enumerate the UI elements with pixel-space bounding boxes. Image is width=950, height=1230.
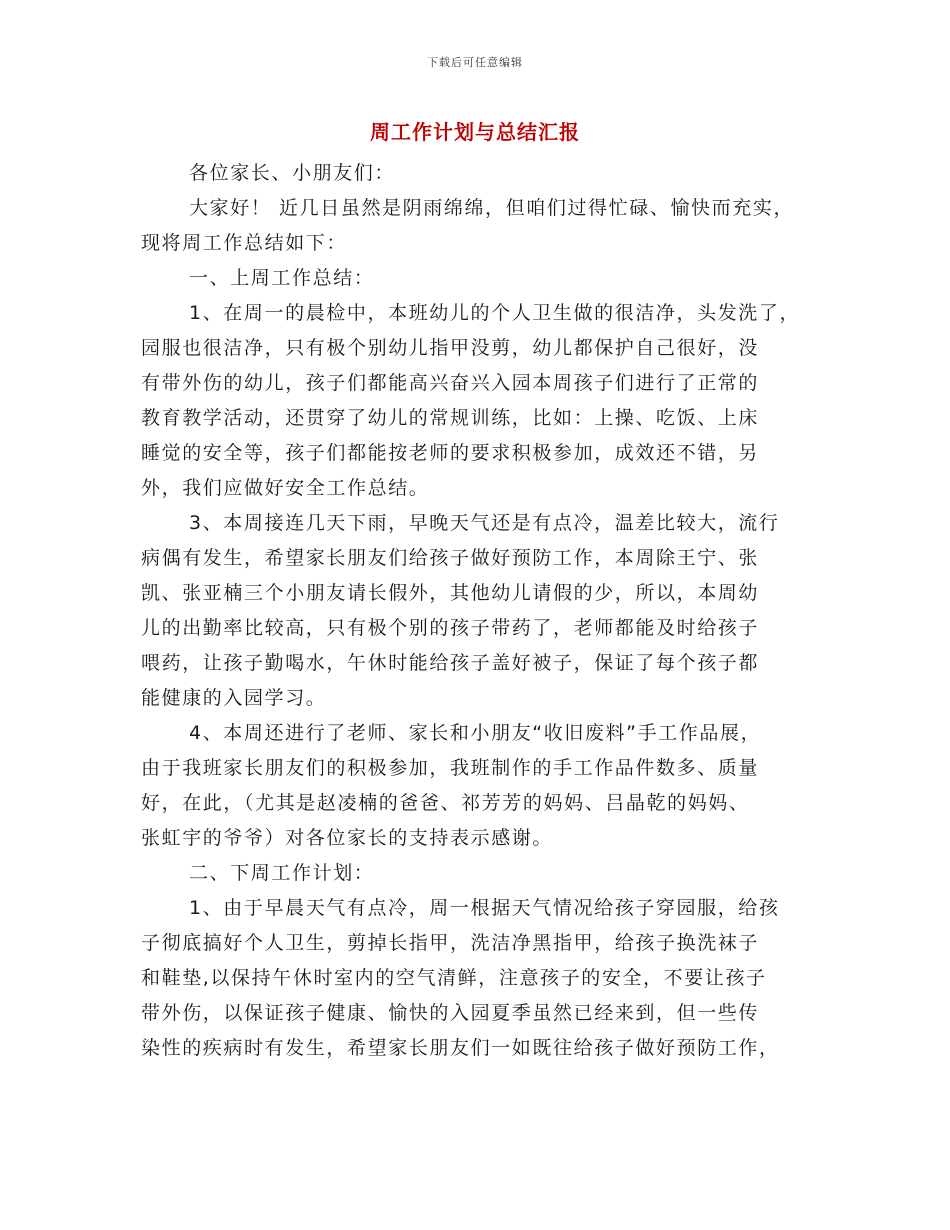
text-line: 各位家长、小朋友们：: [189, 162, 396, 184]
text-line: 一、上周工作总结：: [189, 267, 375, 289]
text-line: 喂药，让孩子勤喝水，午休时能给孩子盖好被子，保证了每个孩子都: [141, 652, 760, 674]
text-line: 4、本周还进行了老师、家长和小朋友“收旧废料”手工作品展，: [189, 722, 762, 744]
text-line: 带外伤，以保证孩子健康、愉快的入园夏季虽然已经来到，但一些传: [141, 1002, 760, 1024]
text-line: 由于我班家长朋友们的积极参加，我班制作的手工作品件数多、质量: [141, 757, 760, 779]
text-line: 和鞋垫,以保持午休时室内的空气清鲜，注意孩子的安全，不要让孩子: [141, 967, 767, 989]
text-line: 病偶有发生，希望家长朋友们给孩子做好预防工作，本周除王宁、张: [141, 547, 760, 569]
text-line: 凯、张亚楠三个小朋友请长假外，其他幼儿请假的少，所以，本周幼: [141, 582, 760, 604]
text-line: 儿的出勤率比较高，只有极个别的孩子带药了，老师都能及时给孩子: [141, 617, 760, 639]
text-line: 园服也很洁净，只有极个别幼儿指甲没剪，幼儿都保护自己很好，没: [141, 337, 760, 359]
text-line: 现将周工作总结如下：: [141, 232, 348, 254]
text-line: 染性的疾病时有发生，希望家长朋友们一如既往给孩子做好预防工作，: [141, 1037, 780, 1059]
text-line: 1、由于早晨天气有点冷，周一根据天气情况给孩子穿园服，给孩: [189, 897, 780, 919]
text-line: 3、本周接连几天下雨，早晚天气还是有点冷，温差比较大，流行: [189, 512, 780, 534]
text-line: 张虹宇的爷爷）对各位家长的支持表示感谢。: [141, 827, 554, 849]
text-line: 子彻底搞好个人卫生，剪掉长指甲，洗洁净黑指甲，给孩子换洗袜子: [141, 932, 760, 954]
document-body: [141, 156, 831, 1066]
text-line: 二、下周工作计划：: [189, 862, 375, 884]
text-line: 外，我们应做好安全工作总结。: [141, 477, 430, 499]
text-line: 有带外伤的幼儿，孩子们都能高兴奋兴入园本周孩子们进行了正常的: [141, 372, 760, 394]
text-line: 能健康的入园学习。: [141, 687, 327, 709]
text-line: 好，在此，（尤其是赵凌楠的爸爸、祁芳芳的妈妈、吕晶乾的妈妈、: [141, 792, 750, 814]
text-line: 1、在周一的晨检中，本班幼儿的个人卫生做的很洁净，头发洗了，: [189, 302, 801, 324]
document-title: 周工作计划与总结汇报: [370, 120, 580, 144]
text-line: 睡觉的安全等，孩子们都能按老师的要求积极参加，成效还不错，另: [141, 442, 760, 464]
header-note: 下载后可任意编辑: [427, 56, 523, 69]
text-line: 大家好！ 近几日虽然是阴雨绵绵，但咱们过得忙碌、愉快而充实，: [189, 197, 795, 219]
text-line: 教育教学活动，还贯穿了幼儿的常规训练，比如：上操、吃饭、上床: [141, 407, 760, 429]
